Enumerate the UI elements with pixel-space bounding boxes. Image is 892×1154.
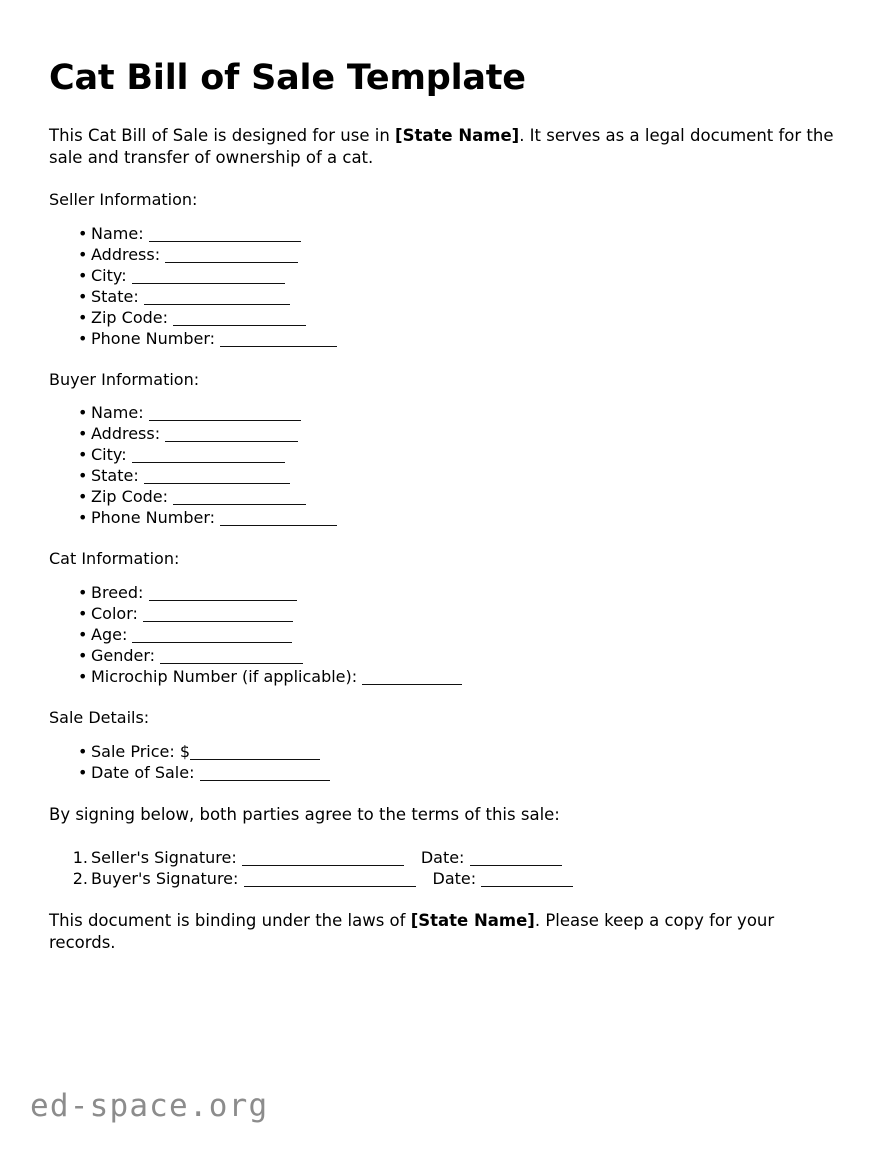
document-content (49, 58, 844, 974)
field-row (91, 223, 844, 244)
field-label: Name: (91, 223, 144, 243)
field-blank[interactable] (149, 407, 301, 421)
field-blank[interactable] (149, 228, 301, 242)
field-blank[interactable] (160, 650, 303, 664)
field-blank[interactable] (165, 249, 298, 263)
field-label: Name: (91, 403, 144, 423)
section-heading: Seller Information: (49, 189, 198, 209)
signature-date-blank[interactable] (481, 873, 573, 887)
field-label: Age: (91, 625, 128, 645)
field-row (91, 328, 844, 349)
section-heading: Buyer Information: (49, 369, 200, 389)
field-label: Zip Code: (91, 307, 168, 327)
closing-text-after: . Please keep a copy for your records. (49, 910, 775, 952)
signature-label: Seller's Signature: (91, 847, 237, 867)
field-label: Gender: (91, 646, 156, 666)
field-row (91, 244, 844, 265)
signature-date-label: Date: (420, 847, 465, 867)
field-row (91, 423, 844, 444)
section-heading: Sale Details: (49, 708, 150, 728)
site-watermark: ed-space.org (30, 1088, 269, 1124)
field-blank[interactable] (149, 587, 297, 601)
field-label: Color: (91, 604, 138, 624)
field-blank[interactable] (143, 608, 293, 622)
field-row (91, 624, 844, 645)
field-blank[interactable] (165, 428, 298, 442)
field-blank[interactable] (132, 449, 285, 463)
field-label: State: (91, 466, 139, 486)
signature-blank[interactable] (242, 852, 404, 866)
field-row (91, 265, 844, 286)
field-row (91, 582, 844, 603)
field-blank[interactable] (132, 629, 292, 643)
field-label: Address: (91, 244, 161, 264)
page-title: Cat Bill of Sale Template (49, 58, 526, 98)
field-blank[interactable] (173, 491, 306, 505)
field-blank[interactable] (132, 270, 285, 284)
intro-text-after: . It serves as a legal document for the sale and transfer of ownership of a cat. (49, 126, 834, 168)
field-row (91, 603, 844, 624)
field-label: City: (91, 445, 127, 465)
field-blank[interactable] (200, 767, 330, 781)
signature-list (49, 847, 844, 889)
field-row (91, 486, 844, 507)
field-blank[interactable] (144, 470, 290, 484)
field-row (91, 444, 844, 465)
intro-state-placeholder: [State Name] (395, 126, 520, 146)
field-label: Breed: (91, 583, 144, 603)
field-row (91, 666, 844, 687)
field-row (91, 762, 844, 783)
closing-state-placeholder: [State Name] (410, 910, 535, 930)
field-label: Phone Number: (91, 508, 216, 528)
field-label: Zip Code: (91, 487, 168, 507)
field-row (91, 286, 844, 307)
field-blank[interactable] (220, 333, 337, 347)
field-row (91, 645, 844, 666)
closing-text-before: This document is binding under the laws of (49, 910, 411, 930)
intro-text-before: This Cat Bill of Sale is designed for use in (49, 126, 396, 146)
agreement-paragraph: By signing below, both parties agree to the terms of this sale: (49, 805, 560, 825)
field-label: Address: (91, 424, 161, 444)
field-row (91, 741, 844, 762)
field-label: State: (91, 286, 139, 306)
field-label: Sale Price: $ (91, 742, 191, 762)
field-list (49, 741, 844, 783)
field-label: Date of Sale: (91, 763, 195, 783)
field-label: Phone Number: (91, 328, 216, 348)
field-row (91, 402, 844, 423)
signature-row (91, 868, 844, 889)
field-row (91, 307, 844, 328)
signature-label: Buyer's Signature: (91, 868, 239, 888)
signature-row (91, 847, 844, 868)
intro-paragraph (49, 125, 844, 169)
form-sections (49, 190, 844, 783)
signature-blank[interactable] (244, 873, 416, 887)
field-list (49, 402, 844, 528)
field-list (49, 223, 844, 349)
field-list (49, 582, 844, 687)
section-heading: Cat Information: (49, 549, 180, 569)
field-row (91, 507, 844, 528)
field-blank[interactable] (190, 746, 320, 760)
field-label: City: (91, 265, 127, 285)
field-blank[interactable] (173, 312, 306, 326)
field-row (91, 465, 844, 486)
closing-paragraph (49, 910, 844, 954)
field-blank[interactable] (362, 671, 462, 685)
signature-date-label: Date: (432, 868, 477, 888)
signature-date-blank[interactable] (470, 852, 562, 866)
field-label: Microchip Number (if applicable): (91, 667, 358, 687)
field-blank[interactable] (220, 512, 337, 526)
field-blank[interactable] (144, 291, 290, 305)
